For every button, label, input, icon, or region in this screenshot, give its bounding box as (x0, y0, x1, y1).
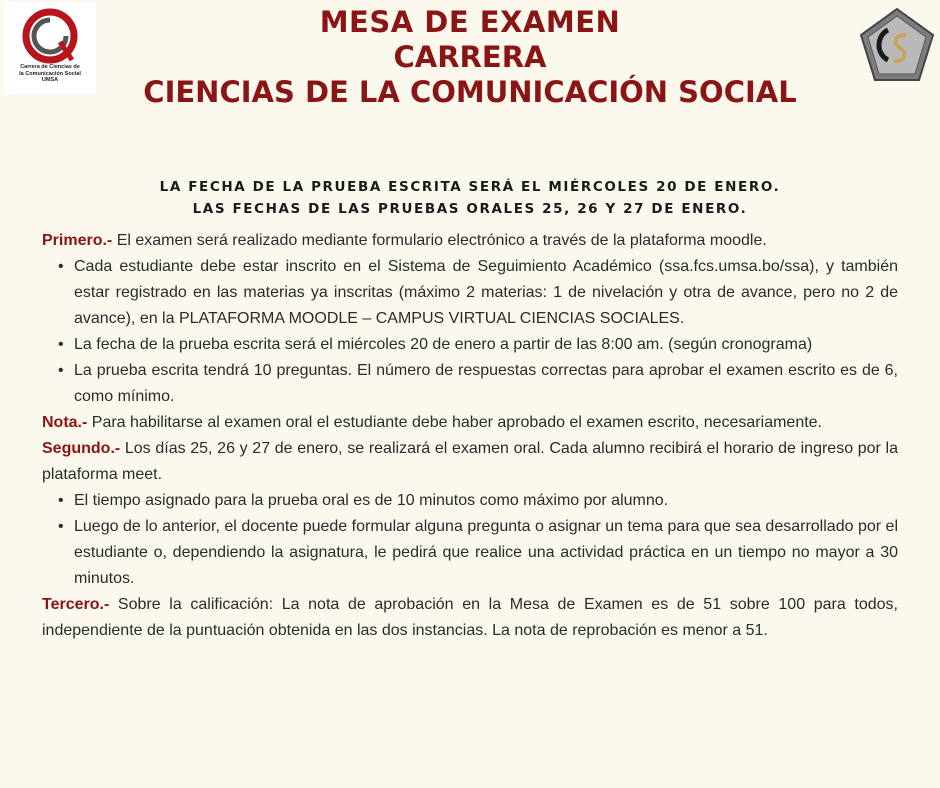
section-label: Primero.- (42, 232, 113, 249)
bullet-icon: • (58, 362, 64, 379)
section-label: Segundo.- (42, 440, 121, 457)
bullet-icon: • (58, 258, 64, 275)
list-item: • La fecha de la prueba escrita será el miércoles 20 de enero a partir de las 8:00 am. (según cronograma) (42, 332, 898, 358)
title-line-2: CARRERA (393, 40, 547, 74)
section-text: Sobre la calificación: La nota de aprobación en la Mesa de Examen es de 51 sobre 100 para todos, independiente de la puntuación obtenida en las dos instancias. La nota de reprobación es menor a 51. (42, 596, 898, 639)
list-item: • Luego de lo anterior, el docente puede formular alguna pregunta o asignar un tema para que sea desarrollado por el estudiante o, dependiendo la asignatura, le pedirá que realice una actividad práctica en un tiempo no mayor a 30 minutos. (42, 514, 898, 592)
list-item: • El tiempo asignado para la prueba oral es de 10 minutos como máximo por alumno. (42, 488, 898, 514)
section-label: Nota.- (42, 414, 88, 431)
page-header (0, 4, 940, 110)
title-line-3: CIENCIAS DE LA COMUNICACIÓN SOCIAL (143, 75, 797, 109)
section-primero (42, 228, 898, 254)
title-line-1: MESA DE EXAMEN (319, 5, 621, 39)
section-nota (42, 410, 898, 436)
section-text: Para habilitarse al examen oral el estudiante debe haber aprobado el examen escrito, necesariamente. (87, 414, 822, 431)
section-text: Los días 25, 26 y 27 de enero, se realizará el examen oral. Cada alumno recibirá el horario de ingreso por la plataforma meet. (42, 440, 898, 483)
section-label: Tercero.- (42, 596, 110, 613)
bullet-icon: • (58, 336, 64, 353)
exam-dates (0, 176, 940, 220)
bullet-icon: • (58, 518, 64, 535)
written-exam-date: LA FECHA DE LA PRUEBA ESCRITA SERÁ EL MIÉRCOLES 20 DE ENERO. (159, 179, 781, 195)
oral-exam-dates: LAS FECHAS DE LAS PRUEBAS ORALES 25, 26 Y 27 DE ENERO. (192, 201, 748, 217)
segundo-list (42, 488, 898, 592)
section-segundo (42, 436, 898, 488)
primero-list (42, 254, 898, 410)
notice-body (42, 228, 898, 644)
career-logo-caption: Carrera de Ciencias de la Comunicación Social UMSA (19, 64, 81, 83)
bullet-icon: • (58, 492, 64, 509)
section-text: El examen será realizado mediante formulario electrónico a través de la plataforma moodle. (112, 232, 767, 249)
list-item: • Cada estudiante debe estar inscrito en el Sistema de Seguimiento Académico (ssa.fcs.umsa.bo/ssa), y también estar registrado en las materias ya inscritas (máximo 2 materias: 1 de nivelación y otra de avance, pero no 2 de avance), en la PLATAFORMA MOODLE – CAMPUS VIRTUAL CIENCIAS SOCIALES. (42, 254, 898, 332)
list-item: • La prueba escrita tendrá 10 preguntas. El número de respuestas correctas para aprobar el examen escrito es de 6, como mínimo. (42, 358, 898, 410)
section-tercero (42, 592, 898, 644)
